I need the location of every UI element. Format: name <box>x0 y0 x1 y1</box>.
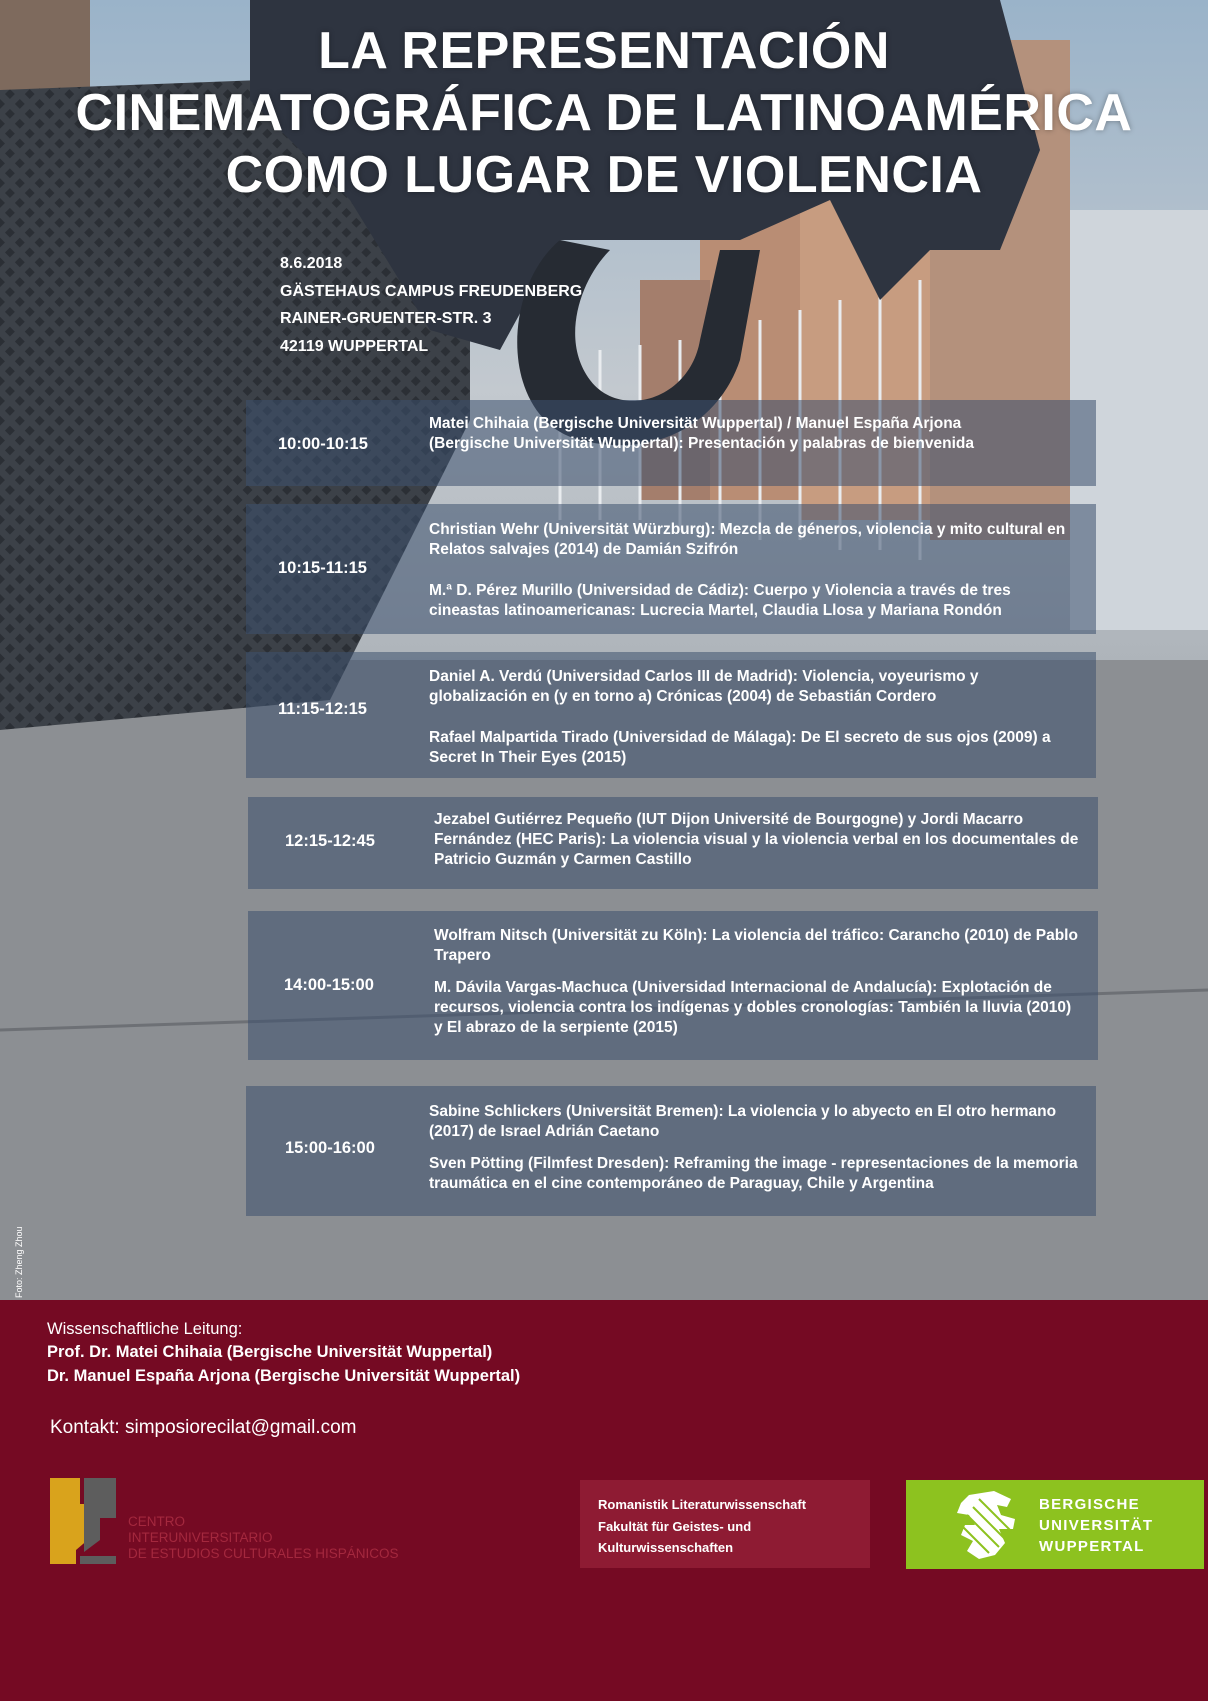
university-logo <box>906 1480 1204 1569</box>
university-line-2: UNIVERSITÄT <box>1039 1517 1154 1534</box>
schedule-slot <box>246 1086 1096 1216</box>
venue-street: RAINER-GRUENTER-STR. 3 <box>280 310 492 327</box>
title-line-2: CINEMATOGRÁFICA DE LATINOAMÉRICA <box>75 84 1133 142</box>
romanistik-line-3: Kulturwissenschaften <box>598 1540 734 1555</box>
slot-talk: Jezabel Gutiérrez Pequeño (IUT Dijon Université de Bourgogne) y Jordi Macarro Fernández (HEC Paris): La violencia visual y la violencia verbal en los documentales de Patricio Guzmán y Carmen Castillo <box>434 811 1079 868</box>
leadership-person-2: Dr. Manuel España Arjona (Bergische Universität Wuppertal) <box>47 1367 521 1385</box>
venue-place: GÄSTEHAUS CAMPUS FREUDENBERG <box>280 282 583 300</box>
ciecehis-line-2: INTERUNIVERSITARIO <box>128 1530 273 1545</box>
schedule-slot <box>248 797 1098 889</box>
university-line-3: WUPPERTAL <box>1039 1538 1145 1555</box>
footer <box>0 1300 1208 1701</box>
slot-time: 11:15-12:15 <box>278 700 367 718</box>
romanistik-text <box>598 1494 806 1559</box>
university-name <box>1039 1494 1153 1557</box>
slot-talk: Sabine Schlickers (Universität Bremen): La violencia y lo abyecto en El otro hermano (2017) de Israel Adrián Caetano <box>429 1103 1057 1140</box>
slot-talk: Matei Chihaia (Bergische Universität Wuppertal) / Manuel España Arjona (Bergische Universität Wuppertal): Presentación y palabras de bienvenida <box>429 415 974 452</box>
slot-time: 14:00-15:00 <box>284 976 374 994</box>
romanistik-line-2: Fakultät für Geistes- und <box>598 1518 752 1534</box>
romanistik-logo <box>580 1480 870 1568</box>
slot-time: 12:15-12:45 <box>285 832 375 850</box>
title-line-1: LA REPRESENTACIÓN <box>318 22 890 80</box>
slot-time: 10:15-11:15 <box>278 559 367 577</box>
contact-email: Kontakt: simposiorecilat@gmail.com <box>50 1417 357 1438</box>
title-line-3: COMO LUGAR DE VIOLENCIA <box>225 146 983 204</box>
slot-time: 15:00-16:00 <box>285 1139 375 1157</box>
schedule-slot <box>246 504 1096 634</box>
ciecehis-logo-icon <box>50 1478 120 1564</box>
photo-credit: Foto: Zheng Zhou <box>14 1226 24 1298</box>
poster-title <box>0 20 1208 206</box>
slot-talk: Christian Wehr (Universität Würzburg): Mezcla de géneros, violencia y mito cultural en Relatos salvajes (2014) de Damián Szifrón <box>429 521 1066 558</box>
venue-info <box>280 250 582 360</box>
leadership-person-1: Prof. Dr. Matei Chihaia (Bergische Universität Wuppertal) <box>47 1343 493 1361</box>
ciecehis-name <box>128 1514 399 1562</box>
lion-emblem-icon <box>949 1485 1029 1565</box>
slot-talk: Wolfram Nitsch (Universität zu Köln): La violencia del tráfico: Carancho (2010) de Pablo Trapero <box>434 927 1078 964</box>
slot-talk: Rafael Malpartida Tirado (Universidad de Málaga): De El secreto de sus ojos (2009) a Secret In Their Eyes (2015) <box>429 729 1051 766</box>
slot-time: 10:00-10:15 <box>278 435 368 453</box>
slot-talk: Daniel A. Verdú (Universidad Carlos III de Madrid): Violencia, voyeurismo y globalización en (y en torno a) Crónicas (2004) de Sebastián Cordero <box>429 668 979 705</box>
romanistik-line-1: Romanistik Literaturwissenschaft <box>598 1497 807 1512</box>
ciecehis-line-3: DE ESTUDIOS CULTURALES HISPÁNICOS <box>128 1546 399 1561</box>
event-date: 8.6.2018 <box>280 255 343 272</box>
ciecehis-line-1: CENTRO <box>128 1514 185 1529</box>
schedule-slot <box>248 911 1098 1060</box>
schedule-slot <box>246 652 1096 778</box>
schedule-slot <box>246 400 1096 486</box>
university-line-1: BERGISCHE <box>1039 1496 1140 1513</box>
slot-talk: Sven Pötting (Filmfest Dresden): Reframing the image - representaciones de la memoria traumática en el cine contemporáneo de Paraguay, Chile y Argentina <box>429 1155 1078 1192</box>
slot-talk: M. Dávila Vargas-Machuca (Universidad Internacional de Andalucía): Explotación de recursos, violencia contra los indígenas y dobles cronologías: También la lluvia (2010) y El abrazo de la serpiente (2015) <box>434 979 1072 1036</box>
slot-talk: M.ª D. Pérez Murillo (Universidad de Cádiz): Cuerpo y Violencia a través de tres cineastas latinoamericanas: Lucrecia Martel, Claudia Llosa y Mariana Rondón <box>429 582 1011 619</box>
venue-city: 42119 WUPPERTAL <box>280 337 429 355</box>
leadership-label: Wissenschaftliche Leitung: <box>47 1320 243 1338</box>
